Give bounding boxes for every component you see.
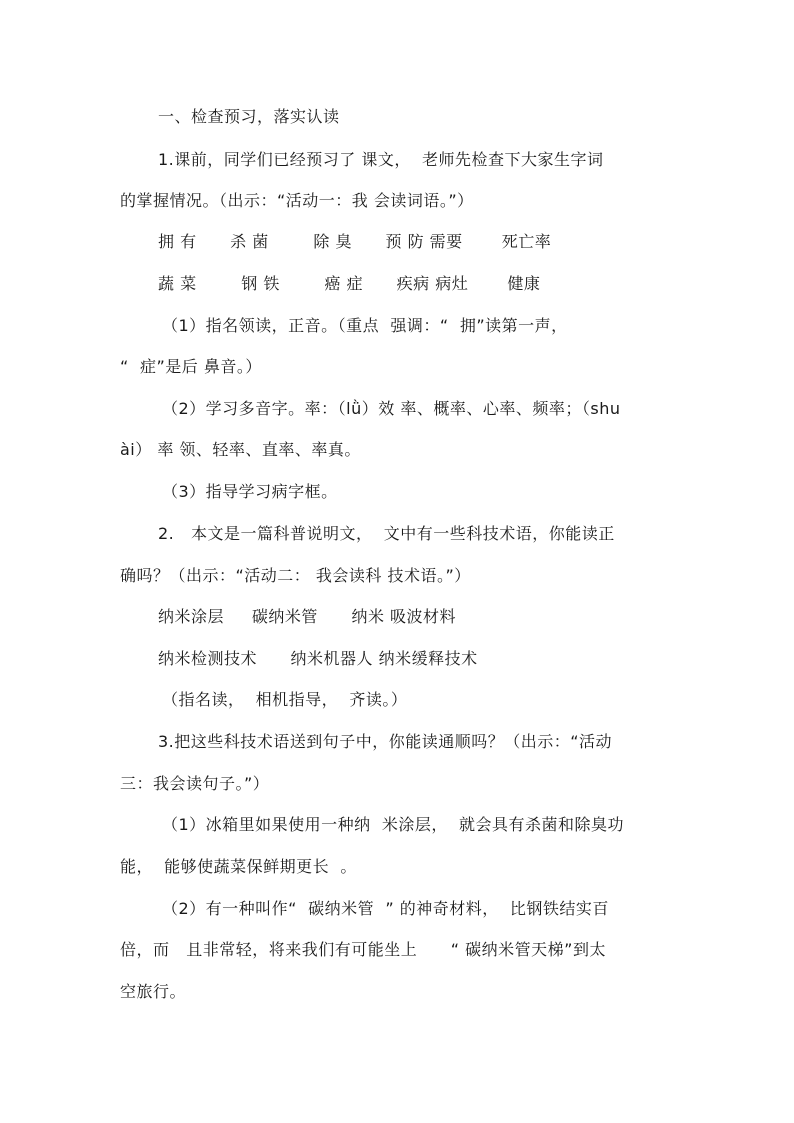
item1-sub1-line2: “ 症”是后 鼻音。） xyxy=(120,357,262,376)
item1-sub3: （3）指导学习病字框。 xyxy=(162,482,338,501)
sentence1-line2: 能， 能够使蔬菜保鲜期更长 。 xyxy=(120,857,357,876)
item3-line1: 3.把这些科技术语送到句子中，你能读通顺吗？（出示：“活动 xyxy=(158,732,613,751)
item1-sub1-line1: （1）指名领读，正音。（重点 强调：“ 拥”读第一声， xyxy=(162,316,568,335)
item2-line2: 确吗？（出示：“活动二： 我会读科 技术语。”） xyxy=(120,566,471,585)
item1-line1: 1.课前，同学们已经预习了 课文， 老师先检查下大家生字词 xyxy=(158,150,604,169)
terms-row-1: 纳米涂层 碳纳米管 纳米 吸波材料 xyxy=(158,607,457,626)
sentence2-line2: 倍，而 且非常轻，将来我们有可能坐上 “ 碳纳米管天梯”到太 xyxy=(120,940,606,959)
item2-note: （指名读， 相机指导， 齐读。） xyxy=(162,690,408,709)
section-heading: 一、检查预习，落实认读 xyxy=(158,107,340,126)
sentence1-line1: （1）冰箱里如果使用一种纳 米涂层， 就会具有杀菌和除臭功 xyxy=(162,815,625,834)
item2-line1: 2. 本文是一篇科普说明文， 文中有一些科技术语，你能读正 xyxy=(158,524,615,543)
sentence2-line1: （2）有一种叫作“ 碳纳米管 ” 的神奇材料， 比钢铁结实百 xyxy=(162,899,609,918)
terms-row-2: 纳米检测技术 纳米机器人 纳米缓释技术 xyxy=(158,649,478,668)
item3-line2: 三：我会读句子。”） xyxy=(120,774,270,793)
sentence2-line3: 空旅行。 xyxy=(120,982,187,1001)
item1-sub2-line2: ài） 率 领、轻率、直率、率真。 xyxy=(120,440,361,459)
item1-sub2-line1: （2）学习多音字。率：（lǜ）效 率、概率、心率、频率；（shu xyxy=(162,399,621,418)
vocab-row-2: 蔬 菜 钢 铁 癌 症 疾病 病灶 健康 xyxy=(158,274,541,293)
item1-line2: 的掌握情况。（出示：“活动一：我 会读词语。”） xyxy=(120,191,474,210)
vocab-row-1: 拥 有 杀 菌 除 臭 预 防 需要 死亡率 xyxy=(158,232,552,251)
